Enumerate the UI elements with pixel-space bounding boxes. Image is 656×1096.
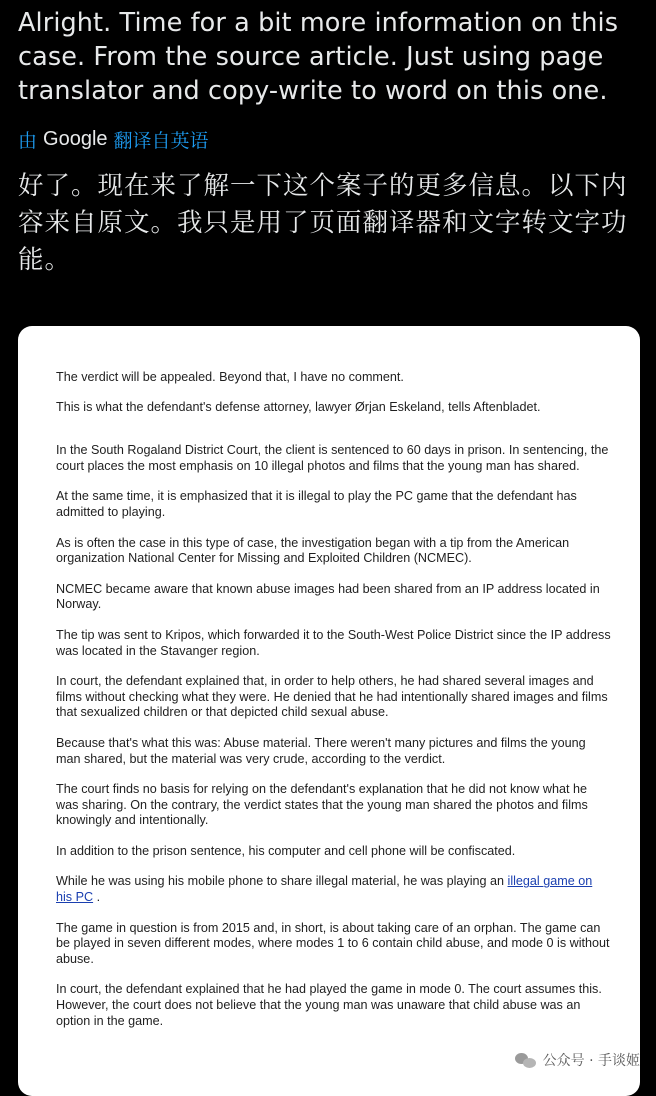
article-paragraph: In court, the defendant explained that, in order to help others, he had shared several images and films without checking what they were. He denied that he had intentionally shared images and films that sexualized children or that depicted child sexual abuse. — [56, 674, 608, 720]
article-body — [56, 370, 611, 1029]
google-translate-link[interactable] — [18, 126, 209, 153]
article-paragraph: In addition to the prison sentence, his computer and cell phone will be confiscated. — [56, 843, 516, 858]
article-paragraph: At the same time, it is emphasized that it is illegal to play the PC game that the defendant has admitted to playing. — [56, 489, 577, 519]
wechat-icon — [515, 1051, 537, 1069]
article-paragraph: The court finds no basis for relying on the defendant's explanation that he did not know what he was sharing. On the contrary, the verdict states that the young man shared the photos and films knowingly and intentionally. — [56, 782, 588, 828]
watermark-text: 公众号 · 手谈姬 — [542, 1053, 640, 1069]
translate-suffix: 翻译自英语 — [113, 130, 209, 152]
article-paragraph: This is what the defendant's defense attorney, lawyer Ørjan Eskeland, tells Aftenbladet. — [56, 399, 541, 414]
link-paragraph-before: While he was using his mobile phone to share illegal material, he was playing an — [56, 874, 508, 889]
link-paragraph-after: . — [93, 890, 101, 905]
article-paragraph: The tip was sent to Kripos, which forwarded it to the South-West Police District since the IP address was located in the Stavanger region. — [56, 627, 611, 658]
article-paragraph: In court, the defendant explained that he had played the game in mode 0. The court assumes this. However, the court does not believe that the young man was unaware that child abuse was an option in the game. — [56, 982, 602, 1028]
article-paragraph: Because that's what this was: Abuse material. There weren't many pictures and films the young man shared, but the material was very crude, according to the verdict. — [56, 735, 586, 766]
article-paragraph: The game in question is from 2015 and, in short, is about taking care of an orphan. The game can be played in seven different modes, where modes 1 to 6 contain child abuse, and mode 0 is without abuse. — [56, 920, 610, 966]
post-original-text: Alright. Time for a bit more information on this case. From the source article. Just using page translator and copy-write to word on this one. — [18, 8, 619, 106]
article-paragraph: The verdict will be appealed. Beyond that, I have no comment. — [56, 370, 404, 384]
google-brand: Google — [43, 128, 108, 150]
watermark — [515, 1050, 640, 1070]
translate-prefix: 由 — [18, 130, 38, 152]
article-screenshot-image[interactable] — [18, 326, 640, 1096]
article-paragraph: In the South Rogaland District Court, the client is sentenced to 60 days in prison. In sentencing, the court places the most emphasis on 10 illegal photos and films that the young man has shared. — [56, 443, 609, 473]
article-paragraph: As is often the case in this type of case, the investigation began with a tip from the American organization National Center for Missing and Exploited Children (NCMEC). — [56, 535, 570, 566]
article-paragraph-with-link — [56, 874, 611, 905]
post-translated-text: 好了。现在来了解一下这个案子的更多信息。以下内容来自原文。我只是用了页面翻译器和文字转文字功能。 — [18, 171, 628, 275]
article-paragraph: NCMEC became aware that known abuse images had been shared from an IP address located in Norway. — [56, 581, 600, 612]
illegal-game-link[interactable]: illegal game on his PC — [56, 874, 593, 905]
